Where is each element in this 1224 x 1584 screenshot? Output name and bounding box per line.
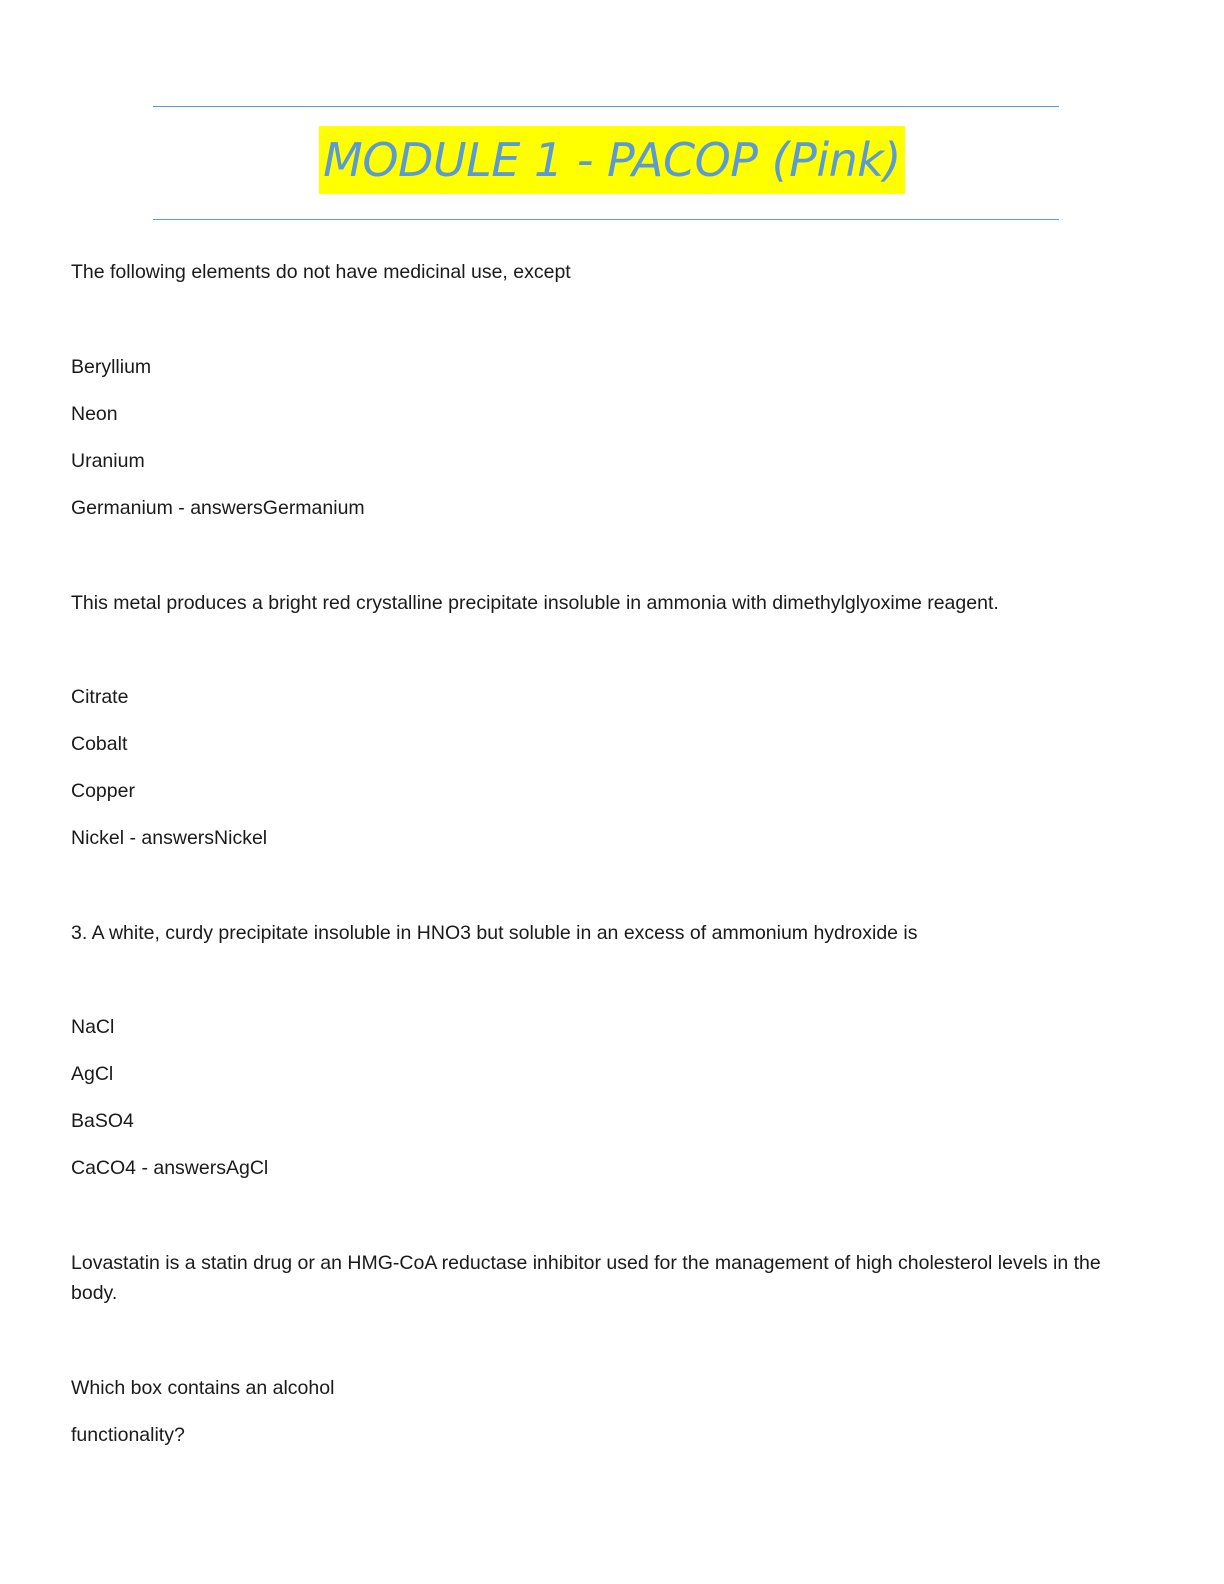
question-2-option-4: Nickel - answersNickel [71,827,268,849]
top-rule [153,106,1059,107]
question-3-option-3: BaSO4 [71,1110,134,1132]
question-1-option-2: Neon [71,403,118,425]
question-2-option-2: Cobalt [71,733,128,755]
question-3-prompt: 3. A white, curdy precipitate insoluble in HNO3 but soluble in an excess of ammonium hydroxide is [71,922,918,944]
bottom-rule [153,219,1059,220]
question-2-prompt: This metal produces a bright red crystalline precipitate insoluble in ammonia with dimethylglyoxime reagent. [71,592,999,614]
question-2-option-1: Citrate [71,686,129,708]
question-1-option-3: Uranium [71,450,145,472]
question-1-prompt: The following elements do not have medicinal use, except [71,261,571,283]
question-4-line-1: Which box contains an alcohol [71,1377,335,1399]
question-2-option-3: Copper [71,780,135,802]
question-3-option-4: CaCO4 - answersAgCl [71,1157,269,1179]
question-3-option-1: NaCl [71,1016,115,1038]
question-4-prompt: Lovastatin is a statin drug or an HMG-CoA reductase inhibitor used for the management of high cholesterol levels in the body. [71,1252,1101,1304]
question-3-option-2: AgCl [71,1063,114,1085]
question-4-line-2: functionality? [71,1424,185,1446]
page-title: MODULE 1 - PACOP (Pink) [319,126,905,194]
question-1-option-4: Germanium - answersGermanium [71,497,365,519]
title-container [0,126,1224,194]
question-1-option-1: Beryllium [71,356,152,378]
